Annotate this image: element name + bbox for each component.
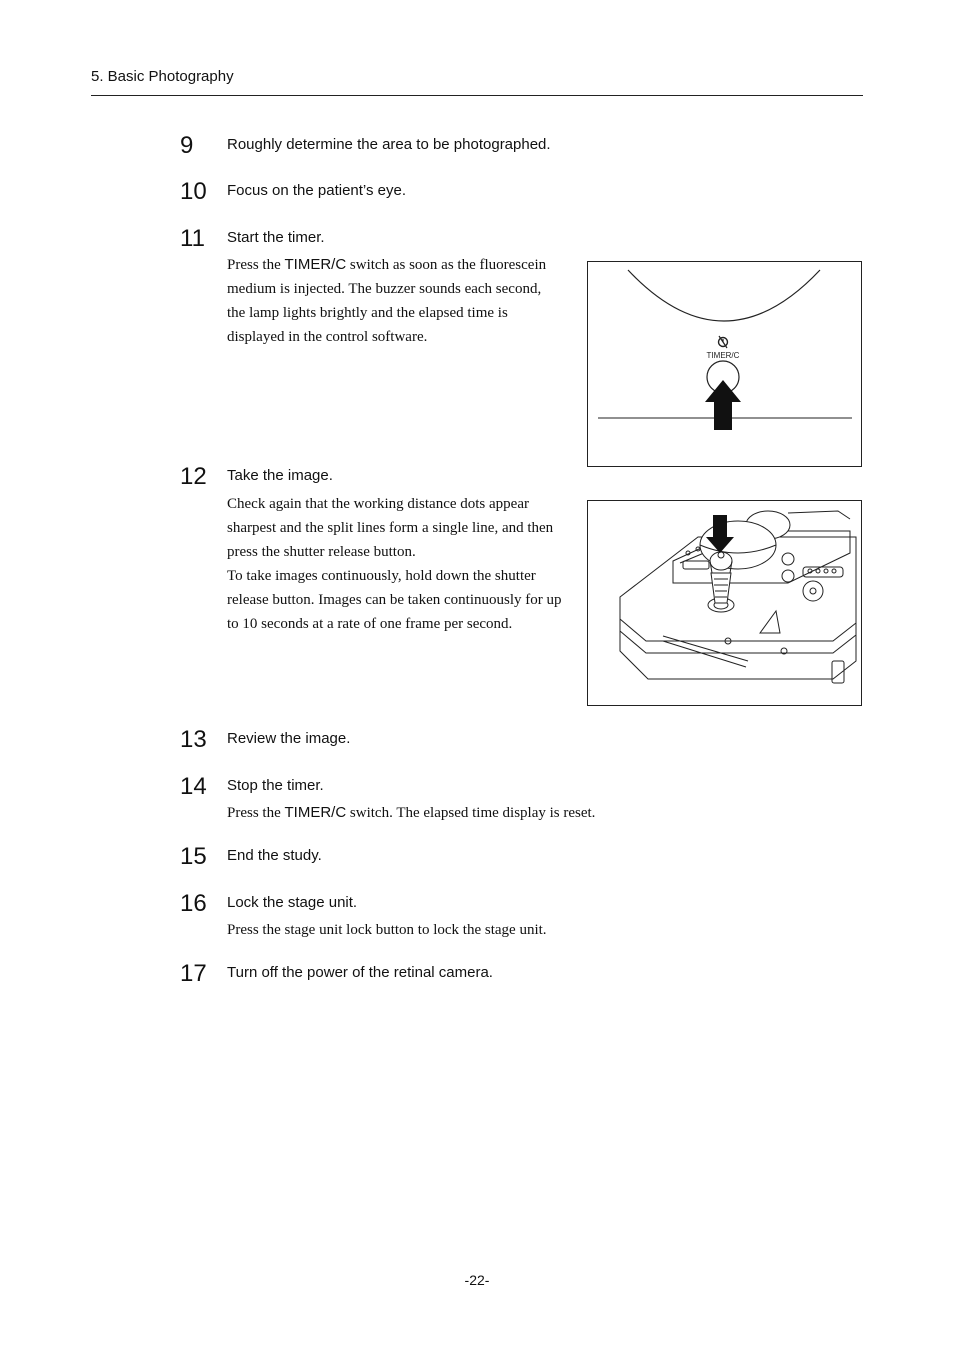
timer-illustration: [588, 262, 861, 466]
step-number: 15: [180, 843, 207, 870]
step-title: Lock the stage unit.: [227, 894, 358, 911]
step-title: Start the timer.: [227, 229, 325, 246]
step-number: 12: [180, 463, 207, 490]
step-number: 14: [180, 773, 207, 800]
section-header: 5. Basic Photography: [91, 68, 234, 85]
step-body: [227, 918, 547, 942]
body-line: to 10 seconds at a rate of one frame per second.: [227, 616, 513, 632]
step-title: Take the image.: [227, 467, 333, 484]
step-number: 10: [180, 178, 207, 205]
body-line: To take images continuously, hold down the shutter: [227, 568, 536, 584]
step-title: End the study.: [227, 847, 322, 864]
timer-button-figure: [587, 261, 862, 467]
body-line: Press the stage unit lock button to lock the stage unit.: [227, 922, 547, 938]
step-title: Focus on the patient’s eye.: [227, 182, 407, 199]
step-number: 9: [180, 132, 194, 159]
body-line: displayed in the control software.: [227, 329, 428, 345]
body-line: Press the TIMER/C switch. The elapsed time display is reset.: [227, 804, 596, 821]
timer-icon: [719, 336, 728, 348]
step-body: [227, 253, 546, 349]
step-body: [227, 492, 561, 636]
body-line: sharpest and the split lines form a single line, and then: [227, 520, 554, 536]
body-line: release button. Images can be taken continuously for up: [227, 592, 562, 608]
step-number: 17: [180, 960, 207, 987]
timer-c-label: TIMER/C: [706, 351, 740, 360]
timer-switch-label: TIMER/C: [284, 256, 347, 273]
body-line: the lamp lights brightly and the elapsed time is: [227, 305, 508, 321]
header-divider: [91, 95, 863, 96]
step-title: Review the image.: [227, 730, 351, 747]
timer-switch-label: TIMER/C: [284, 804, 347, 821]
page-number: -22-: [464, 1272, 490, 1288]
step-number: 16: [180, 890, 207, 917]
step-title: Stop the timer.: [227, 777, 324, 794]
step-number: 11: [180, 225, 205, 252]
body-line: press the shutter release button.: [227, 544, 416, 560]
step-title: Roughly determine the area to be photographed.: [227, 136, 551, 153]
camera-base-illustration: [588, 501, 861, 705]
step-title: Turn off the power of the retinal camera.: [227, 964, 493, 981]
body-line: medium is injected. The buzzer sounds each second,: [227, 281, 542, 297]
step-body: [227, 801, 595, 825]
step-number: 13: [180, 726, 207, 753]
joystick-figure: [587, 500, 862, 706]
body-line: Press the TIMER/C switch as soon as the fluorescein: [227, 256, 547, 273]
body-line: Check again that the working distance dots appear: [227, 496, 529, 512]
